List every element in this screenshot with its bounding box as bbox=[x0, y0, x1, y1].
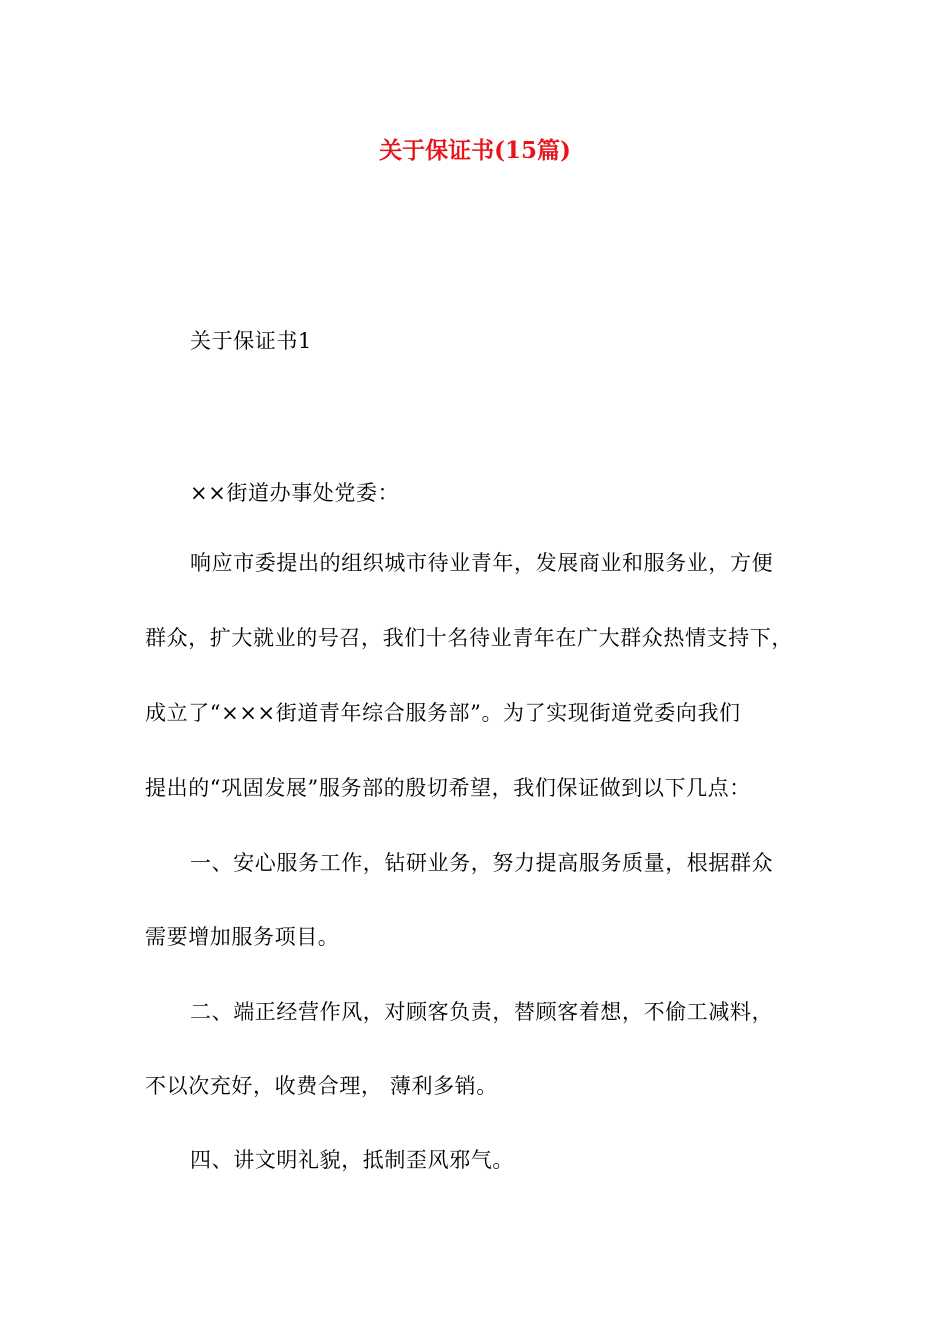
paragraph-1-line-1: 响应市委提出的组织城市待业青年，发展商业和服务业，方便 bbox=[190, 551, 774, 575]
paragraph-2-line-1: 一、安心服务工作，钻研业务，努力提高服务质量，根据群众 bbox=[190, 851, 774, 875]
paragraph-1-line-3: 成立了“×××街道青年综合服务部”。为了实现街道党委向我们 bbox=[145, 701, 741, 725]
paragraph-1-line-2: 群众，扩大就业的号召，我们十名待业青年在广大群众热情支持下， bbox=[145, 626, 793, 650]
paragraph-3-line-2: 不以次充好，收费合理， 薄利多销。 bbox=[145, 1074, 498, 1098]
section-heading: 关于保证书1 bbox=[190, 329, 312, 353]
paragraph-3-line-1: 二、端正经营作风，对顾客负责，替顾客着想，不偷工减料， bbox=[190, 1000, 774, 1024]
paragraph-4-line-1: 四、讲文明礼貌，抵制歪风邪气。 bbox=[190, 1148, 514, 1172]
paragraph-2-line-2: 需要增加服务项目。 bbox=[145, 925, 340, 949]
document-title: 关于保证书(15篇) bbox=[379, 137, 571, 164]
paragraph-1-line-4: 提出的“巩固发展”服务部的殷切希望，我们保证做到以下几点： bbox=[145, 776, 751, 800]
salutation: ××街道办事处党委： bbox=[190, 481, 400, 505]
